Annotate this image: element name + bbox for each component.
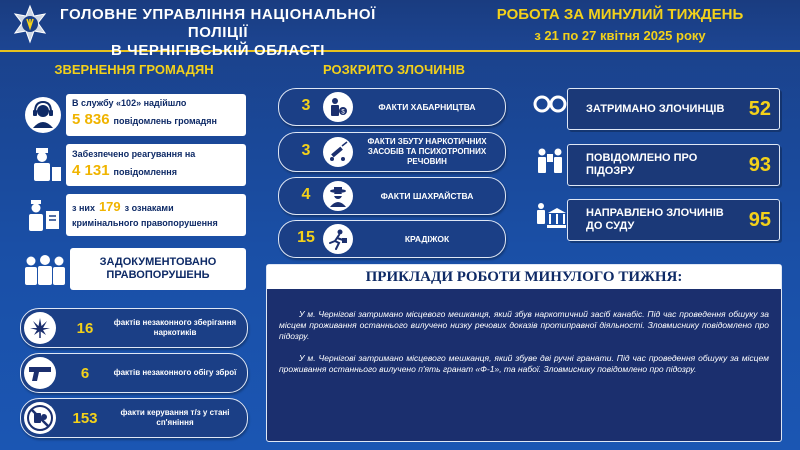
suspect-notice-icon bbox=[532, 143, 568, 179]
solved-theft-pill bbox=[278, 220, 506, 258]
police-officer-icon bbox=[20, 144, 66, 186]
detained-card bbox=[567, 88, 780, 130]
court-icon bbox=[532, 198, 568, 234]
handcuffs-icon bbox=[532, 86, 568, 122]
calls-info bbox=[66, 94, 246, 136]
response-prefix: Забезпечено реагування на bbox=[72, 149, 196, 159]
operator-headset-icon bbox=[20, 94, 66, 136]
response-info bbox=[66, 144, 246, 186]
solved-bribery-pill bbox=[278, 88, 506, 126]
report-title: РОБОТА ЗА МИНУЛИЙ ТИЖДЕНЬ bbox=[496, 6, 744, 23]
masked-fraudster-icon bbox=[323, 181, 353, 211]
court-card bbox=[567, 199, 780, 241]
solved-drugs-label: ФАКТИ ЗБУТУ НАРКОТИЧНИХ ЗАСОБІВ ТА ПСИХОТРОПНИХ РЕЧОВИН bbox=[367, 137, 487, 166]
organization-line-1: ГОЛОВНЕ УПРАВЛІННЯ НАЦІОНАЛЬНОЇ ПОЛІЦІЇ bbox=[60, 6, 376, 41]
violation-weapons-pill bbox=[20, 353, 248, 393]
violation-drunk-driving-pill bbox=[20, 398, 248, 438]
police-emblem-icon bbox=[10, 4, 50, 44]
pistol-icon bbox=[24, 357, 56, 389]
criminal-info bbox=[66, 194, 246, 236]
running-thief-icon bbox=[323, 224, 353, 254]
response-suffix: повідомлення bbox=[113, 167, 177, 177]
report-period: з 21 по 27 квітня 2025 року bbox=[534, 28, 706, 43]
officer-with-document-icon bbox=[20, 194, 66, 236]
example-paragraph-2: У м. Чернігові затримано місцевого мешканця, який збуве дві ручні гранати. Під час проведення обшуку за місцем проживання останнього вилучено п'ять гранат «Ф-1», та набої. Зловмиснику повідомлено про підозру. bbox=[279, 353, 769, 374]
violation-drunk-driving-label: факти керування т/з у стані сп'яніння bbox=[120, 408, 230, 427]
example-paragraph-1: У м. Чернігові затримано місцевого мешканця, який збув наркотичний засіб канабіс. Під час проведення обшуку за місцем проживання останнього вилучено низку речових доказів протиправної діяльності. Зловмиснику повідомлено про підозру. bbox=[279, 309, 769, 341]
court-count: 95 bbox=[748, 208, 771, 231]
calls-suffix: повідомлень громадян bbox=[113, 116, 217, 126]
criminal-suffix: кримінального правопорушення bbox=[72, 218, 218, 228]
organization-line-2: В ЧЕРНІГІВСЬКІЙ ОБЛАСТІ bbox=[110, 42, 325, 59]
solved-theft-label: КРАДІЖОК bbox=[404, 234, 450, 244]
criminal-prefix: з них bbox=[72, 203, 95, 213]
calls-card bbox=[20, 94, 246, 136]
violation-drunk-driving-count: 153 bbox=[72, 409, 98, 427]
solved-section-title: РОЗКРИТО ЗЛОЧИНІВ bbox=[323, 62, 465, 77]
solved-drugs-pill bbox=[278, 132, 506, 172]
response-card bbox=[20, 144, 246, 186]
criminal-count: 179 bbox=[98, 199, 121, 214]
cannabis-leaf-icon bbox=[24, 312, 56, 344]
documented-label: ЗАДОКУМЕНТОВАНО ПРАВОПОРУШЕНЬ bbox=[70, 248, 246, 290]
solved-fraud-count: 4 bbox=[301, 186, 311, 203]
organization-title bbox=[58, 6, 378, 60]
solved-bribery-count: 3 bbox=[301, 97, 311, 114]
violation-drugs-pill bbox=[20, 308, 248, 348]
criminal-mid: з ознаками bbox=[124, 203, 174, 213]
no-drunk-driving-icon bbox=[24, 402, 56, 434]
violation-weapons-label: фактів незаконного обігу зброї bbox=[113, 368, 237, 377]
solved-drugs-count: 3 bbox=[301, 142, 311, 159]
violation-drugs-count: 16 bbox=[76, 319, 94, 337]
detained-label: ЗАТРИМАНО ЗЛОЧИНЦІВ bbox=[586, 102, 725, 115]
officers-group-icon bbox=[20, 248, 70, 290]
solved-fraud-label: ФАКТИ ШАХРАЙСТВА bbox=[380, 191, 474, 201]
calls-prefix: В службу «102» надійшло bbox=[72, 98, 187, 108]
solved-theft-count: 15 bbox=[297, 229, 315, 246]
criminal-card bbox=[20, 194, 246, 236]
svg-text:$: $ bbox=[341, 109, 345, 116]
solved-bribery-label: ФАКТИ ХАБАРНИЦТВА bbox=[378, 102, 476, 112]
solved-fraud-pill bbox=[278, 177, 506, 215]
bribe-officer-icon bbox=[323, 92, 353, 122]
court-label: НАПРАВЛЕНО ЗЛОЧИНІВ ДО СУДУ bbox=[586, 207, 724, 232]
suspicion-card bbox=[567, 144, 780, 186]
examples-title: ПРИКЛАДИ РОБОТИ МИНУЛОГО ТИЖНЯ: bbox=[267, 265, 781, 289]
suspicion-count: 93 bbox=[748, 153, 771, 176]
detained-count: 52 bbox=[748, 97, 771, 120]
examples-panel bbox=[266, 264, 782, 442]
syringe-pills-icon bbox=[323, 137, 353, 167]
violation-weapons-count: 6 bbox=[80, 364, 90, 382]
citizens-section-title: ЗВЕРНЕННЯ ГРОМАДЯН bbox=[54, 62, 214, 77]
calls-count: 5 836 bbox=[72, 111, 110, 128]
documented-card bbox=[20, 248, 246, 290]
violation-drugs-label: фактів незаконного зберігання наркотиків bbox=[113, 318, 237, 337]
response-count: 4 131 bbox=[72, 162, 110, 179]
suspicion-label: ПОВІДОМЛЕНО ПРО ПІДОЗРУ bbox=[586, 152, 698, 177]
